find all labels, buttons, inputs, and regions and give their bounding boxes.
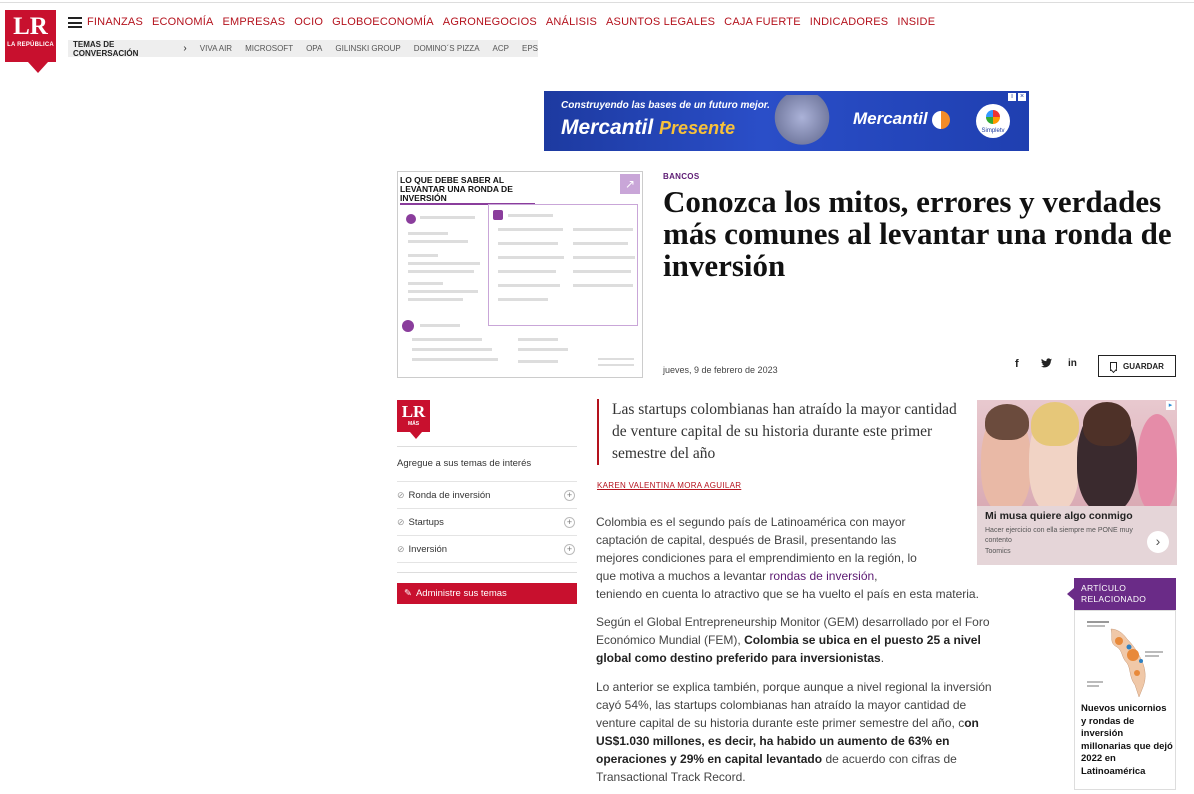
text-span: Económico Mundial (FEM), [596, 633, 741, 647]
infographic-text-line [498, 284, 560, 287]
lr-mas-logo[interactable] [397, 400, 430, 432]
logo-text: LR [13, 13, 48, 40]
lr-mas-text: LR [401, 402, 426, 421]
article-headline: Conozca los mitos, errores y verdades más comunes al levantar una ronda de inversión [663, 184, 1172, 283]
bold-text: on [964, 716, 979, 730]
text-line: Lo anterior se explica también, porque aunque a nivel regional la inversión [596, 680, 992, 694]
infographic-marker [493, 210, 503, 220]
infographic-text-line [498, 228, 563, 231]
ad-brand: Mercantil [853, 109, 928, 128]
article-date: jueves, 9 de febrero de 2023 [663, 365, 778, 375]
topic-link[interactable]: EPS [521, 44, 538, 53]
chevron-right-icon: › [183, 43, 187, 54]
hamburger-menu-icon[interactable] [68, 17, 82, 28]
linkedin-icon[interactable]: in [1068, 358, 1077, 369]
ad-close-icon[interactable]: × [1019, 93, 1025, 100]
text-line [596, 750, 1056, 768]
lead-accent-bar [597, 399, 599, 465]
ad-info-icon[interactable]: ▸ [1166, 401, 1175, 410]
ad-headline [561, 116, 735, 140]
save-article-button[interactable] [1098, 355, 1176, 377]
infographic-marker [406, 214, 416, 224]
topics-bar [68, 40, 538, 57]
interest-topic-label: Inversión [408, 543, 448, 555]
infographic-marker [402, 320, 414, 332]
nav-item-ocio[interactable]: OCIO [294, 16, 324, 28]
ad-figure [985, 404, 1029, 440]
plus-icon[interactable]: + [564, 490, 575, 501]
infographic-text-line [573, 242, 628, 245]
ad-badge: Simpletv [976, 104, 1010, 138]
nav-item-finanzas[interactable]: FINANZAS [87, 16, 143, 28]
plus-icon[interactable]: + [564, 544, 575, 555]
logo-subtext: LA REPÚBLICA [7, 42, 54, 48]
infographic-text-line [598, 358, 634, 360]
tag-icon: ⊘ [397, 489, 405, 500]
infographic-text-line [408, 254, 438, 257]
interest-topic-ronda[interactable] [397, 482, 577, 509]
nav-item-indicadores[interactable]: INDICADORES [809, 16, 889, 28]
nav-item-asuntos-legales[interactable]: ASUNTOS LEGALES [606, 16, 716, 28]
pencil-icon: ✎ [404, 588, 412, 599]
infographic-text-line [408, 240, 468, 243]
bookmark-icon [1110, 362, 1117, 371]
facebook-icon[interactable]: f [1015, 358, 1019, 370]
site-logo[interactable] [5, 10, 56, 62]
topic-link[interactable]: DOMINO´S PIZZA [413, 44, 480, 53]
text-line [596, 732, 1056, 750]
infographic-text-line [408, 282, 443, 285]
manage-topics-button[interactable] [397, 583, 577, 604]
related-article-tag: ARTÍCULO RELACIONADO [1074, 578, 1176, 610]
sidebar-title: Agregue a sus temas de interés [397, 458, 532, 469]
article-lead: Las startups colombianas han atraído la mayor cantidad de venture capital de su historia durante este primer semestre del año [612, 401, 957, 462]
related-article-card[interactable] [1074, 610, 1176, 790]
infographic-text-line [408, 232, 448, 235]
infographic-text-line [412, 358, 498, 361]
text-line: Transactional Track Record. [596, 770, 746, 784]
text-line: captación de capital, después de Brasil, presentando las [596, 533, 897, 547]
tag-icon: ⊘ [397, 543, 405, 554]
topic-link[interactable]: MICROSOFT [245, 44, 294, 53]
plus-icon[interactable]: + [564, 517, 575, 528]
infographic-panel [488, 204, 638, 326]
related-article-thumbnail [1083, 617, 1167, 703]
ad-figure [1083, 402, 1131, 446]
infographic-text-line [573, 270, 631, 273]
text-span: de acuerdo con cifras de [825, 752, 957, 766]
top-border [0, 2, 1194, 3]
nav-item-globoeconomia[interactable]: GLOBOECONOMÍA [332, 16, 434, 28]
infographic-text-line [408, 298, 463, 301]
topic-link[interactable]: GILINSKI GROUP [335, 44, 401, 53]
inline-link-rondas[interactable]: rondas de inversión [769, 569, 875, 583]
twitter-icon-svg [1041, 358, 1052, 368]
text-line [596, 714, 1056, 732]
ad-subtitle: Hacer ejercicio con ella siempre me PONE muy contento [985, 527, 1133, 544]
infographic-text-line [598, 364, 634, 366]
article-paragraph-2 [596, 613, 1056, 667]
nav-item-economia[interactable]: ECONOMÍA [152, 16, 214, 28]
topic-link[interactable]: ACP [492, 44, 509, 53]
author-link[interactable]: KAREN VALENTINA MORA AGUILAR [597, 481, 742, 490]
topic-link[interactable]: VIVA AIR [199, 44, 233, 53]
interest-topic-inversion[interactable] [397, 536, 577, 563]
infographic-text-line [498, 242, 558, 245]
interest-topic-label: Startups [408, 516, 444, 528]
save-label: GUARDAR [1123, 361, 1164, 371]
infographic-text-line [518, 338, 558, 341]
nav-item-inside[interactable]: INSIDE [897, 16, 936, 28]
interest-topic-startups[interactable] [397, 509, 577, 536]
text-line: teniendo en cuenta lo atractivo que se ha vuelto el país en esta materia. [596, 587, 979, 601]
infographic-text-line [518, 360, 558, 363]
infographic-text-line [498, 270, 556, 273]
nav-item-agronegocios[interactable]: AGRONEGOCIOS [442, 16, 537, 28]
ad-headline-main: Mercantil [561, 116, 654, 139]
text-line: Según el Global Entrepreneurship Monitor (GEM) desarrollado por el Foro [596, 615, 990, 629]
ad-source: Toomics [985, 548, 1011, 555]
article-paragraph-1 [596, 513, 979, 603]
chevron-right-icon[interactable]: › [1147, 531, 1169, 553]
top-banner-ad[interactable] [544, 91, 1029, 151]
infographic-text-line [573, 284, 633, 287]
sidebar-divider [397, 446, 577, 447]
nav-item-caja-fuerte[interactable]: CAJA FUERTE [724, 16, 801, 28]
text-line: cayó 54%, las startups colombianas han atraído la mayor cantidad de [596, 698, 967, 712]
bold-text: operaciones y 29% en capital levantado [596, 752, 823, 766]
ad-figure [1137, 414, 1177, 512]
text-line [596, 567, 966, 585]
ad-headline-accent: Presente [659, 118, 736, 138]
ad-tagline: Construyendo las bases de un futuro mejor. [561, 100, 770, 111]
manage-topics-label: Administre sus temas [415, 588, 507, 599]
infographic-text-line [573, 256, 635, 259]
text-line: Colombia es el segundo país de Latinoamérica con mayor [596, 515, 906, 529]
text-span: que motiva a muchos a levantar [596, 569, 767, 583]
infographic-text-line [412, 338, 482, 341]
infographic-text-line [573, 228, 633, 231]
main-nav [87, 16, 935, 28]
infographic-text-line [420, 324, 460, 327]
text-line: mejores condiciones para el emprendimiento en la región, lo [596, 551, 917, 565]
text-span: . [880, 651, 885, 665]
ad-brand-logo-icon [932, 111, 950, 129]
article-section[interactable]: BANCOS [663, 172, 700, 181]
article-infographic[interactable] [397, 171, 643, 378]
infographic-text-line [518, 348, 568, 351]
twitter-icon[interactable] [1041, 358, 1052, 371]
related-article-title: Nuevos unicornios y rondas de inversión millonarias que dejó 2022 en Latinoamérica [1081, 703, 1173, 777]
text-span: venture capital de su historia durante este primer semestre del año, c [596, 716, 965, 730]
bold-text: Colombia se ubica en el puesto 25 a nivel [744, 633, 981, 647]
nav-item-analisis[interactable]: ANÁLISIS [545, 16, 597, 28]
tag-icon: ⊘ [397, 516, 405, 527]
ad-figure [1031, 402, 1079, 446]
infographic-text-line [408, 290, 478, 293]
bold-text: global como destino preferido para inversionistas [596, 651, 881, 665]
text-span: , [874, 569, 878, 583]
logo-tail [28, 62, 48, 73]
infographic-text-line [498, 298, 548, 301]
nav-item-empresas[interactable]: EMPRESAS [222, 16, 286, 28]
lr-mas-subtext: MÁS [407, 421, 420, 427]
ad-info-icon[interactable]: i [1008, 93, 1016, 101]
text-line [596, 649, 1056, 667]
infographic-text-line [408, 262, 480, 265]
topic-link[interactable]: OPA [306, 44, 323, 53]
interest-topic-label: Ronda de inversión [408, 489, 491, 501]
infographic-text-line [420, 216, 475, 219]
infographic-text-line [498, 256, 564, 259]
infographic-title: LO QUE DEBE SABER AL LEVANTAR UNA RONDA DE INVERSIÓN [400, 176, 535, 205]
article-paragraph-3 [596, 678, 1056, 786]
ad-title: Mi musa quiere algo conmigo [985, 510, 1133, 522]
ad-player-image [772, 95, 832, 151]
expand-icon[interactable]: ↗ [620, 174, 640, 194]
lr-mas-tail [410, 432, 422, 439]
topics-label: TEMAS DE CONVERSACIÓN [73, 39, 139, 58]
sidebar-ad[interactable] [977, 400, 1177, 565]
bold-text: US$1.030 millones, es decir, ha habido un aumento de 63% en [596, 734, 950, 748]
sidebar-divider [397, 572, 577, 573]
infographic-text-line [508, 214, 553, 217]
infographic-text-line [412, 348, 492, 351]
text-line [596, 631, 1056, 649]
ad-caption [977, 506, 1177, 565]
infographic-text-line [408, 270, 474, 273]
